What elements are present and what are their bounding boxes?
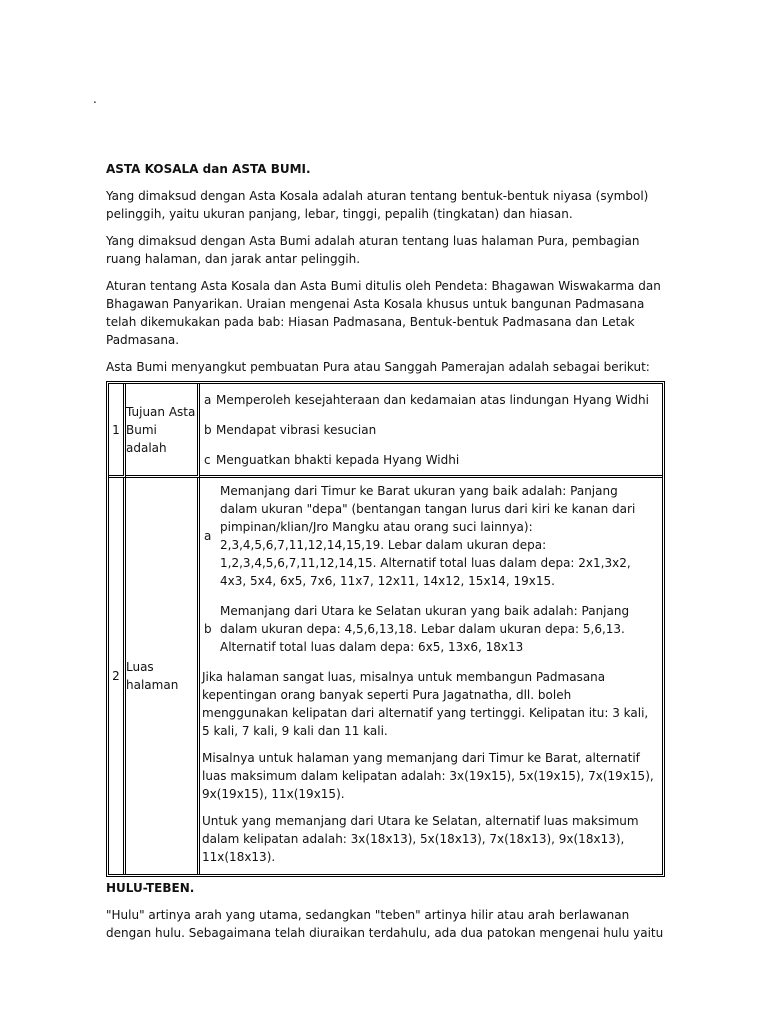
- paragraph-asta-bumi: Yang dimaksud dengan Asta Bumi adalah aturan tentang luas halaman Pura, pembagian ruang halaman, dan jarak antar pelinggih.: [106, 234, 640, 266]
- item-text: Menguatkan bhakti kepada Hyang Widhi: [216, 452, 460, 467]
- row-label: Luas halaman: [126, 478, 200, 874]
- list-item: [202, 445, 658, 475]
- list-item: [202, 602, 658, 656]
- table-row: [109, 384, 662, 478]
- stray-dot: .: [93, 92, 97, 106]
- row-content: [200, 384, 662, 478]
- section-title-hulu-teben: HULU-TEBEN.: [106, 881, 195, 895]
- asta-bumi-table: [106, 381, 665, 877]
- note-paragraph: Misalnya untuk halaman yang memanjang dari Timur ke Barat, alternatif luas maksimum dalam kelipatan adalah: 3x(19x15), 5x(19x15), 7x(19x15), 9x(19x15), 11x(19x15).: [202, 751, 654, 801]
- item-text: Memanjang dari Timur ke Barat ukuran yang baik adalah: Panjang dalam ukuran "depa" (bentangan tangan lurus dari kiri ke kanan dari pimpinan/klian/Jro Mangku atau orang suci lainnya): 2,3,4,5,6,7,11,12,14,15,19. Lebar dalam ukuran depa: 1,2,3,4,5,6,7,11,12,14,15. Alternatif total luas dalam depa: 2x1,3x2, 4x3, 5x4, 6x5, 7x6, 11x7, 12x11, 14x12, 15x14, 19x15.: [220, 484, 636, 588]
- note-paragraph: Jika halaman sangat luas, misalnya untuk membangun Padmasana kepentingan orang banyak seperti Pura Jagatnatha, dll. boleh menggunakan kelipatan dari alternatif yang tertinggi. Kelipatan itu: 3 kali, 5 kali, 7 kali, 9 kali dan 11 kali.: [202, 670, 649, 738]
- row-number: 1: [109, 384, 126, 478]
- item-text: Memperoleh kesejahteraan dan kedamaian atas lindungan Hyang Widhi: [216, 392, 649, 407]
- section-title-asta: ASTA KOSALA dan ASTA BUMI.: [106, 162, 311, 176]
- paragraph-hulu-teben: "Hulu" artinya arah yang utama, sedangkan "teben" artinya hilir atau arah berlawanan dengan hulu. Sebagaimana telah diuraikan terdahulu, ada dua patokan mengenai hulu yaitu: [106, 908, 664, 940]
- note-paragraph: Untuk yang memanjang dari Utara ke Selatan, alternatif luas maksimum dalam kelipatan adalah: 3x(18x13), 5x(18x13), 7x(18x13), 9x(18x13), 11x(18x13).: [202, 814, 639, 864]
- item-key: c: [204, 452, 211, 467]
- item-key: a: [204, 529, 212, 543]
- list-item: [202, 415, 658, 445]
- item-key: a: [204, 392, 212, 407]
- list-item: [202, 482, 658, 590]
- item-text: Memanjang dari Utara ke Selatan ukuran yang baik adalah: Panjang dalam ukuran depa: 4,5,6,13,18. Lebar dalam ukuran depa: 5,6,13. Alternatif total luas dalam depa: 6x5, 13x6, 18x13: [220, 604, 630, 654]
- row-number: 2: [109, 478, 126, 874]
- item-key: b: [204, 422, 212, 437]
- item-key: b: [204, 622, 212, 636]
- row-content: [200, 478, 662, 874]
- item-text: Mendapat vibrasi kesucian: [216, 422, 377, 437]
- paragraph-authors: Aturan tentang Asta Kosala dan Asta Bumi ditulis oleh Pendeta: Bhagawan Wiswakarma dan Bhagawan Panyarikan. Uraian mengenai Asta Kosala khusus untuk bangunan Padmasana telah dikemukakan pada bab: Hiasan Padmasana, Bentuk-bentuk Padmasana dan Letak Padmasana.: [106, 279, 661, 347]
- document-body: [106, 160, 666, 951]
- table-row: [109, 478, 662, 874]
- list-item: [202, 385, 658, 415]
- paragraph-asta-kosala: Yang dimaksud dengan Asta Kosala adalah aturan tentang bentuk-bentuk niyasa (symbol) pelinggih, yaitu ukuran panjang, lebar, tinggi, pepalih (tingkatan) dan hiasan.: [106, 189, 649, 221]
- paragraph-intro-table: Asta Bumi menyangkut pembuatan Pura atau Sanggah Pamerajan adalah sebagai berikut:: [106, 360, 650, 374]
- row-label: Tujuan Asta Bumi adalah: [126, 384, 200, 478]
